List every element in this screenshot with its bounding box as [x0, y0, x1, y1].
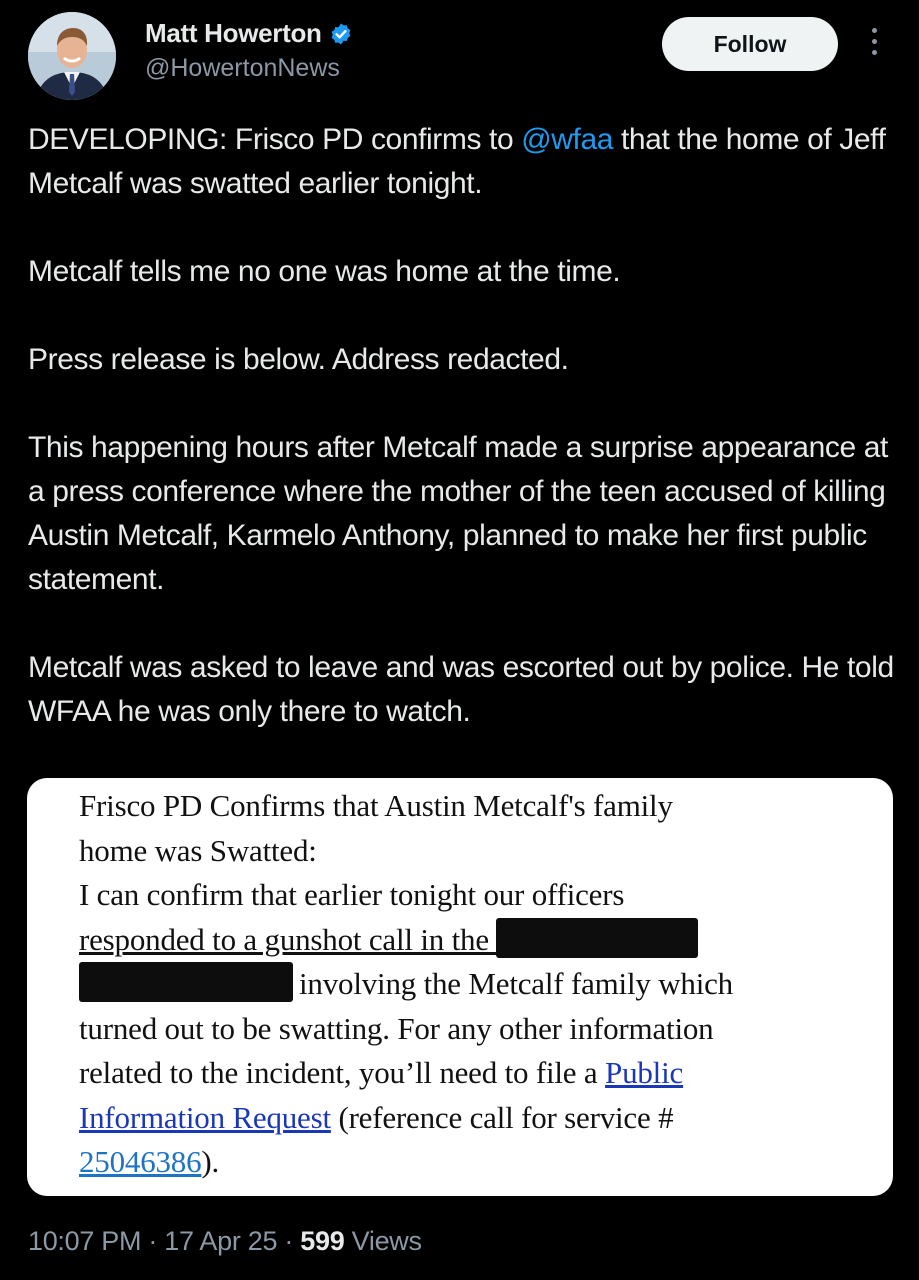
redaction-bar-1	[496, 918, 698, 958]
public-information-request-link: Public	[605, 1055, 684, 1090]
verified-badge-icon	[329, 22, 353, 46]
doc-line-3: I can confirm that earlier tonight our officers	[79, 877, 625, 912]
doc-line-4: responded to a gunshot call in the	[79, 918, 879, 963]
tweet-media-image[interactable]	[27, 778, 893, 1196]
tweet-text	[28, 118, 898, 734]
doc-line-7: related to the incident, you’ll need to file a Public	[79, 1055, 684, 1090]
public-information-request-link-cont: Information Request	[79, 1099, 331, 1135]
more-vertical-icon[interactable]	[864, 28, 884, 62]
tweet-timestamp: 10:07 PM · 17 Apr 25 · 599 Views	[28, 1226, 422, 1256]
author-name[interactable]: Matt Howerton	[145, 18, 322, 48]
avatar[interactable]	[28, 12, 116, 100]
call-number-link: 25046386	[79, 1144, 202, 1179]
tweet-time[interactable]: 10:07 PM	[28, 1226, 142, 1256]
doc-line-6: turned out to be swatting. For any other information	[79, 1010, 714, 1046]
tweet-paragraph-1: DEVELOPING: Frisco PD confirms to @wfaa that the home of Jeff Metcalf was swatted earlier tonight.	[28, 123, 886, 200]
author-handle[interactable]: @HowertonNews	[145, 54, 340, 82]
mention-link[interactable]: @wfaa	[521, 123, 614, 156]
doc-line-5: involving the Metcalf family which	[79, 962, 879, 1007]
doc-line-1: Frisco PD Confirms that Austin Metcalf's family	[79, 788, 673, 823]
tweet-paragraph-4: This happening hours after Metcalf made a surprise appearance at a press conference where the mother of the teen accused of killing Austin Metcalf, Karmelo Anthony, planned to make her first public statement.	[28, 431, 888, 596]
avatar-image	[28, 12, 116, 100]
tweet-date[interactable]: 17 Apr 25	[164, 1226, 278, 1256]
follow-button[interactable]: Follow	[662, 17, 838, 71]
tweet-paragraph-5: Metcalf was asked to leave and was escorted out by police. He told WFAA he was only there to watch.	[28, 651, 894, 728]
tweet-paragraph-2: Metcalf tells me no one was home at the time.	[28, 255, 621, 288]
author-name-row	[145, 18, 353, 49]
doc-line-9: 25046386).	[79, 1144, 220, 1179]
tweet-header	[0, 0, 919, 110]
views-count: 599	[300, 1226, 345, 1256]
redaction-bar-2	[79, 962, 293, 1002]
press-release-document	[79, 784, 879, 1185]
views-label: Views	[344, 1226, 422, 1256]
tweet-paragraph-3: Press release is below. Address redacted.	[28, 343, 569, 376]
doc-line-8: Information Request (reference call for service #	[79, 1099, 674, 1135]
doc-line-2: home was Swatted:	[79, 832, 317, 868]
